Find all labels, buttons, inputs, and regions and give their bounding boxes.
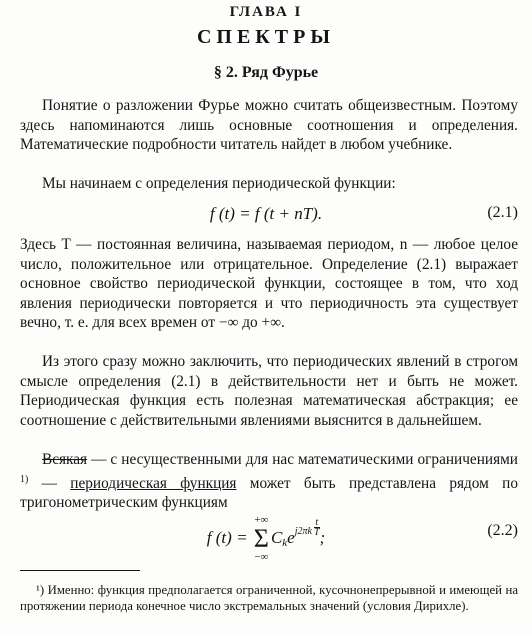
- eq2-term: C: [270, 528, 283, 547]
- paragraph-period-explanation: Здесь T — постоянная величина, называемая периодом, n — любое целое число, положительное или отрицательное. Определение (2.1) выражает основное свойство периодической функции, состоящее в том, что ход явления периодически повторяется и что периодичность эта существует вечно, т. е. для всех времен от −∞ до +∞.: [20, 236, 518, 332]
- equation-2-2-number: (2.2): [487, 522, 518, 539]
- equation-2-1-body: f (t) = f (t + nT).: [209, 204, 323, 223]
- equation-2-2-body: [0, 508, 532, 567]
- paragraph-fourier-series: [20, 450, 518, 513]
- equation-2-1: [0, 204, 532, 228]
- struck-word: Всякая: [42, 451, 88, 468]
- eq2-subscript: k: [282, 537, 288, 549]
- eq2-exp-base: e: [287, 528, 295, 547]
- chapter-heading: ГЛАВА I: [229, 4, 303, 20]
- chapter-title: СПЕКТРЫ: [196, 26, 336, 48]
- underlined-phrase: периодическая функция: [70, 474, 237, 492]
- equation-2-2: [0, 508, 532, 564]
- eq2-tail: ;: [319, 528, 326, 547]
- footnote: ¹) Именно: функция предполагается ограниченной, кусочнонепрерывной и имеющей на протяжении периода конечное число экстремальных значений (условия Дирихле).: [20, 583, 518, 613]
- eq2-exponent: j2πk: [294, 526, 312, 537]
- section-heading: § 2. Ряд Фурье: [213, 64, 319, 81]
- eq2-lhs: f (t) =: [206, 528, 252, 547]
- sigma-glyph: Σ: [253, 524, 269, 554]
- paragraph-abstraction: Из этого сразу можно заключить, что периодических явлений в строгом смысле определения (2.1) в действительности нет и быть не может. Периодическая функция есть полезная математическая абстракция; ее соотношение с действительными явлениями выяснится в дальнейшем.: [20, 353, 518, 429]
- footnote-marker: 1): [20, 473, 29, 485]
- sum-upper-limit: +∞: [254, 514, 269, 527]
- summation-symbol: [254, 514, 269, 564]
- sum-lower-limit: −∞: [254, 551, 269, 564]
- text-span: может быть представлена рядом по тригонометрическим функциям: [20, 474, 519, 512]
- paragraph-definition-lead: Мы начинаем с определения периодической функции:: [42, 175, 396, 192]
- equation-2-1-number: (2.1): [487, 204, 518, 221]
- text-span: — с несущественными для нас математическими ограничениями: [87, 451, 518, 468]
- frac-numerator: t: [315, 517, 319, 528]
- footnote-rule: [20, 570, 140, 571]
- text-span: —: [28, 474, 71, 492]
- frac-denominator: T: [313, 527, 320, 538]
- paragraph-intro: Понятие о разложении Фурье можно считать общеизвестным. Поэтому здесь напоминаются лишь основные соотношения и определения. Математические подробности читатель найдет в любом учебнике.: [20, 97, 518, 154]
